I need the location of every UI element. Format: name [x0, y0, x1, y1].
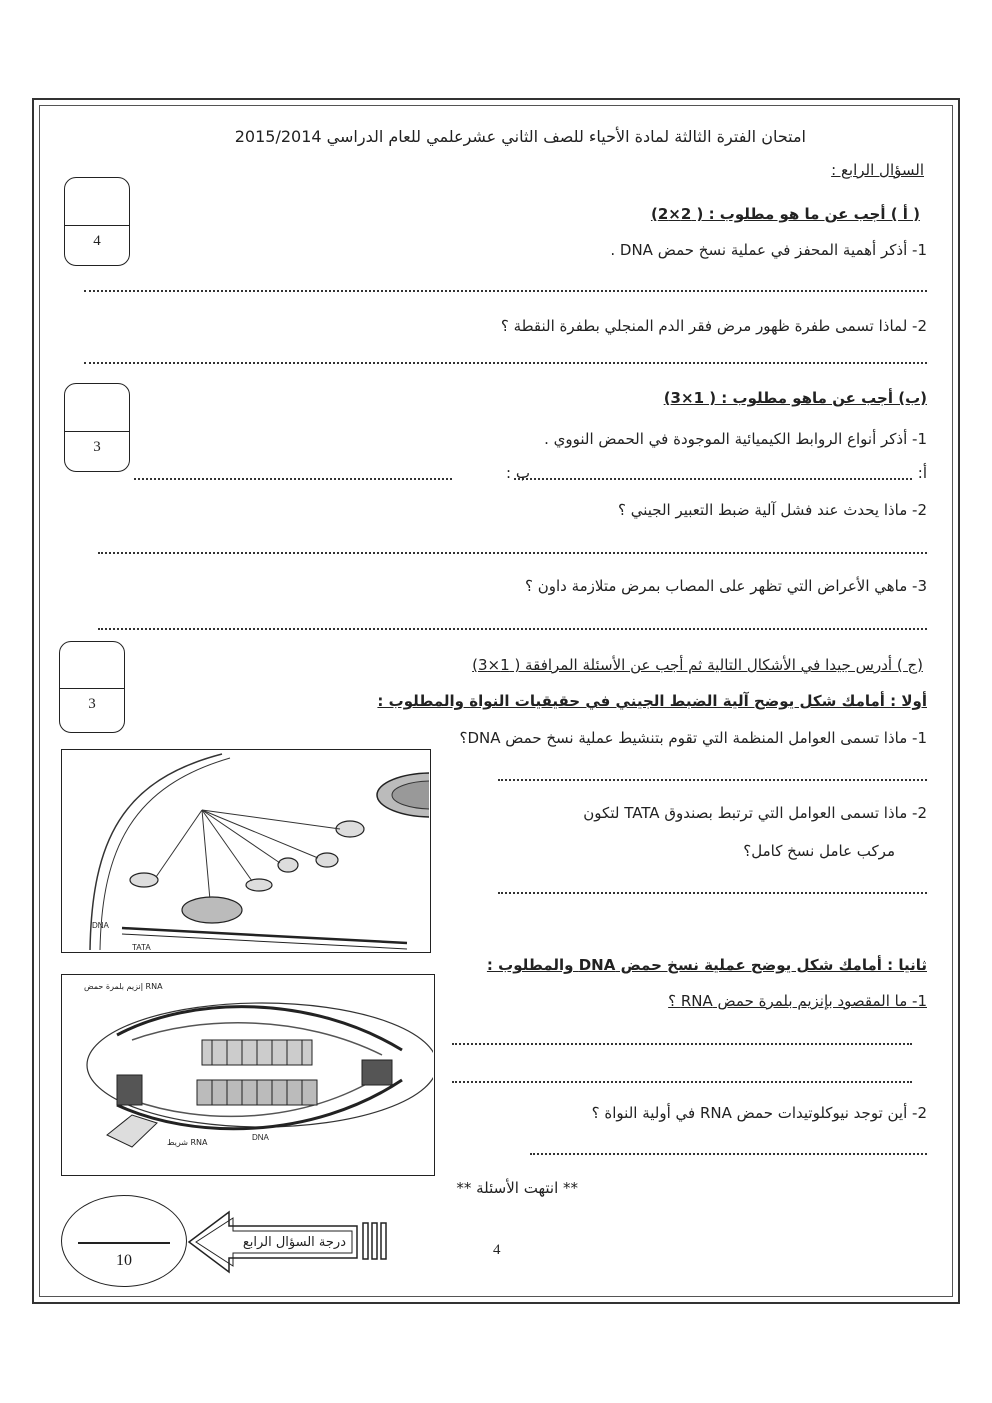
answer-label-a: أ:: [917, 464, 927, 482]
exam-title: امتحان الفترة الثالثة لمادة الأحياء للصف الثاني عشرعلمي للعام الدراسي 2015/2014: [234, 127, 806, 146]
figure1-dna-label: DNA: [92, 921, 109, 930]
answer-line[interactable]: [98, 628, 927, 630]
part-c-second-question-1: 1- ما المقصود بإنزيم بلمرة حمض RNA ؟: [668, 992, 927, 1010]
answer-line[interactable]: [84, 290, 927, 292]
score-box-part-a: [64, 177, 130, 266]
score-box-part-c: [59, 641, 125, 733]
figure2-rna-strand-label: شريط RNA: [167, 1138, 208, 1147]
answer-line[interactable]: [98, 552, 927, 554]
answer-line[interactable]: [498, 892, 927, 894]
end-of-questions: ** انتهت الأسئلة **: [456, 1179, 578, 1197]
part-c-first-question-2-line1: 2- ماذا تسمى العوامل التي ترتبط بصندوق TATA لتكون: [583, 804, 927, 822]
part-a-question-1: 1- أذكر أهمية المحفز في عملية نسخ حمض DNA .: [610, 241, 927, 259]
part-c-heading: (ج ) أدرس جيدا في الأشكال التالية ثم أجب عن الأسئلة المرافقة ( 1×3): [472, 656, 923, 674]
answer-line[interactable]: [498, 779, 927, 781]
answer-line[interactable]: [452, 1043, 912, 1045]
figure2-rna-polymerase-label: إنزيم بلمرة حمض RNA: [84, 982, 163, 991]
part-b-heading: (ب) أجب عن ماهو مطلوب : ( 1×3): [663, 389, 927, 407]
transcription-diagram: [62, 975, 433, 1174]
figure1-tata-label: TATA: [132, 943, 151, 951]
answer-line-a[interactable]: [514, 478, 912, 480]
answer-line[interactable]: [84, 362, 927, 364]
part-b-question-1: 1- أذكر أنواع الروابط الكيميائية الموجودة في الحمض النووي .: [544, 430, 927, 448]
figure2-dna-label: DNA: [252, 1133, 269, 1142]
part-c-second-question-2: 2- أين توجد نيوكلوتيدات حمض RNA في أولية النواة ؟: [591, 1104, 927, 1122]
score-part-b: 3: [93, 439, 101, 455]
part-b-question-2: 2- ماذا يحدث عند فشل آلية ضبط التعبير الجيني ؟: [617, 501, 927, 519]
part-c-second-intro: ثانيا : أمامك شكل يوضح عملية نسخ حمض DNA والمطلوب :: [486, 956, 927, 974]
score-box-part-b: [64, 383, 130, 472]
score-part-c: 3: [88, 696, 96, 712]
total-score-oval: [61, 1195, 187, 1287]
part-b-question-3: 3- ماهي الأعراض التي تظهر على المصاب بمرض متلازمة داون ؟: [524, 577, 927, 595]
part-c-first-intro: أولا : أمامك شكل يوضح آلية الضبط الجيني في حقيقيات النواة والمطلوب :: [377, 692, 927, 710]
answer-line[interactable]: [452, 1081, 912, 1083]
answer-label-b: ب :: [506, 464, 530, 482]
answer-line-b[interactable]: [134, 478, 452, 480]
score-part-a: 4: [93, 233, 101, 249]
part-a-question-2: 2- لماذا تسمى طفرة ظهور مرض فقر الدم المنجلي بطفرة النقطة ؟: [500, 317, 927, 335]
total-score-label: درجة السؤال الرابع: [242, 1235, 346, 1250]
figure-dna-transcription: [61, 974, 435, 1176]
decorative-bars: [362, 1222, 388, 1260]
part-a-heading: ( أ ) أجب عن ما هو مطلوب : ( 2×2): [650, 205, 920, 223]
total-score: 10: [116, 1252, 132, 1269]
question-title: السؤال الرابع :: [831, 161, 924, 179]
part-c-first-question-2-line2: مركب عامل نسخ كامل؟: [743, 842, 895, 860]
answer-line[interactable]: [530, 1153, 927, 1155]
part-c-first-question-1: 1- ماذا تسمى العوامل المنظمة التي تقوم بتنشيط عملية نسخ حمض DNA؟: [459, 729, 927, 747]
page-number: 4: [493, 1242, 501, 1258]
gene-regulation-diagram: [62, 750, 429, 951]
figure-gene-regulation: [61, 749, 431, 953]
